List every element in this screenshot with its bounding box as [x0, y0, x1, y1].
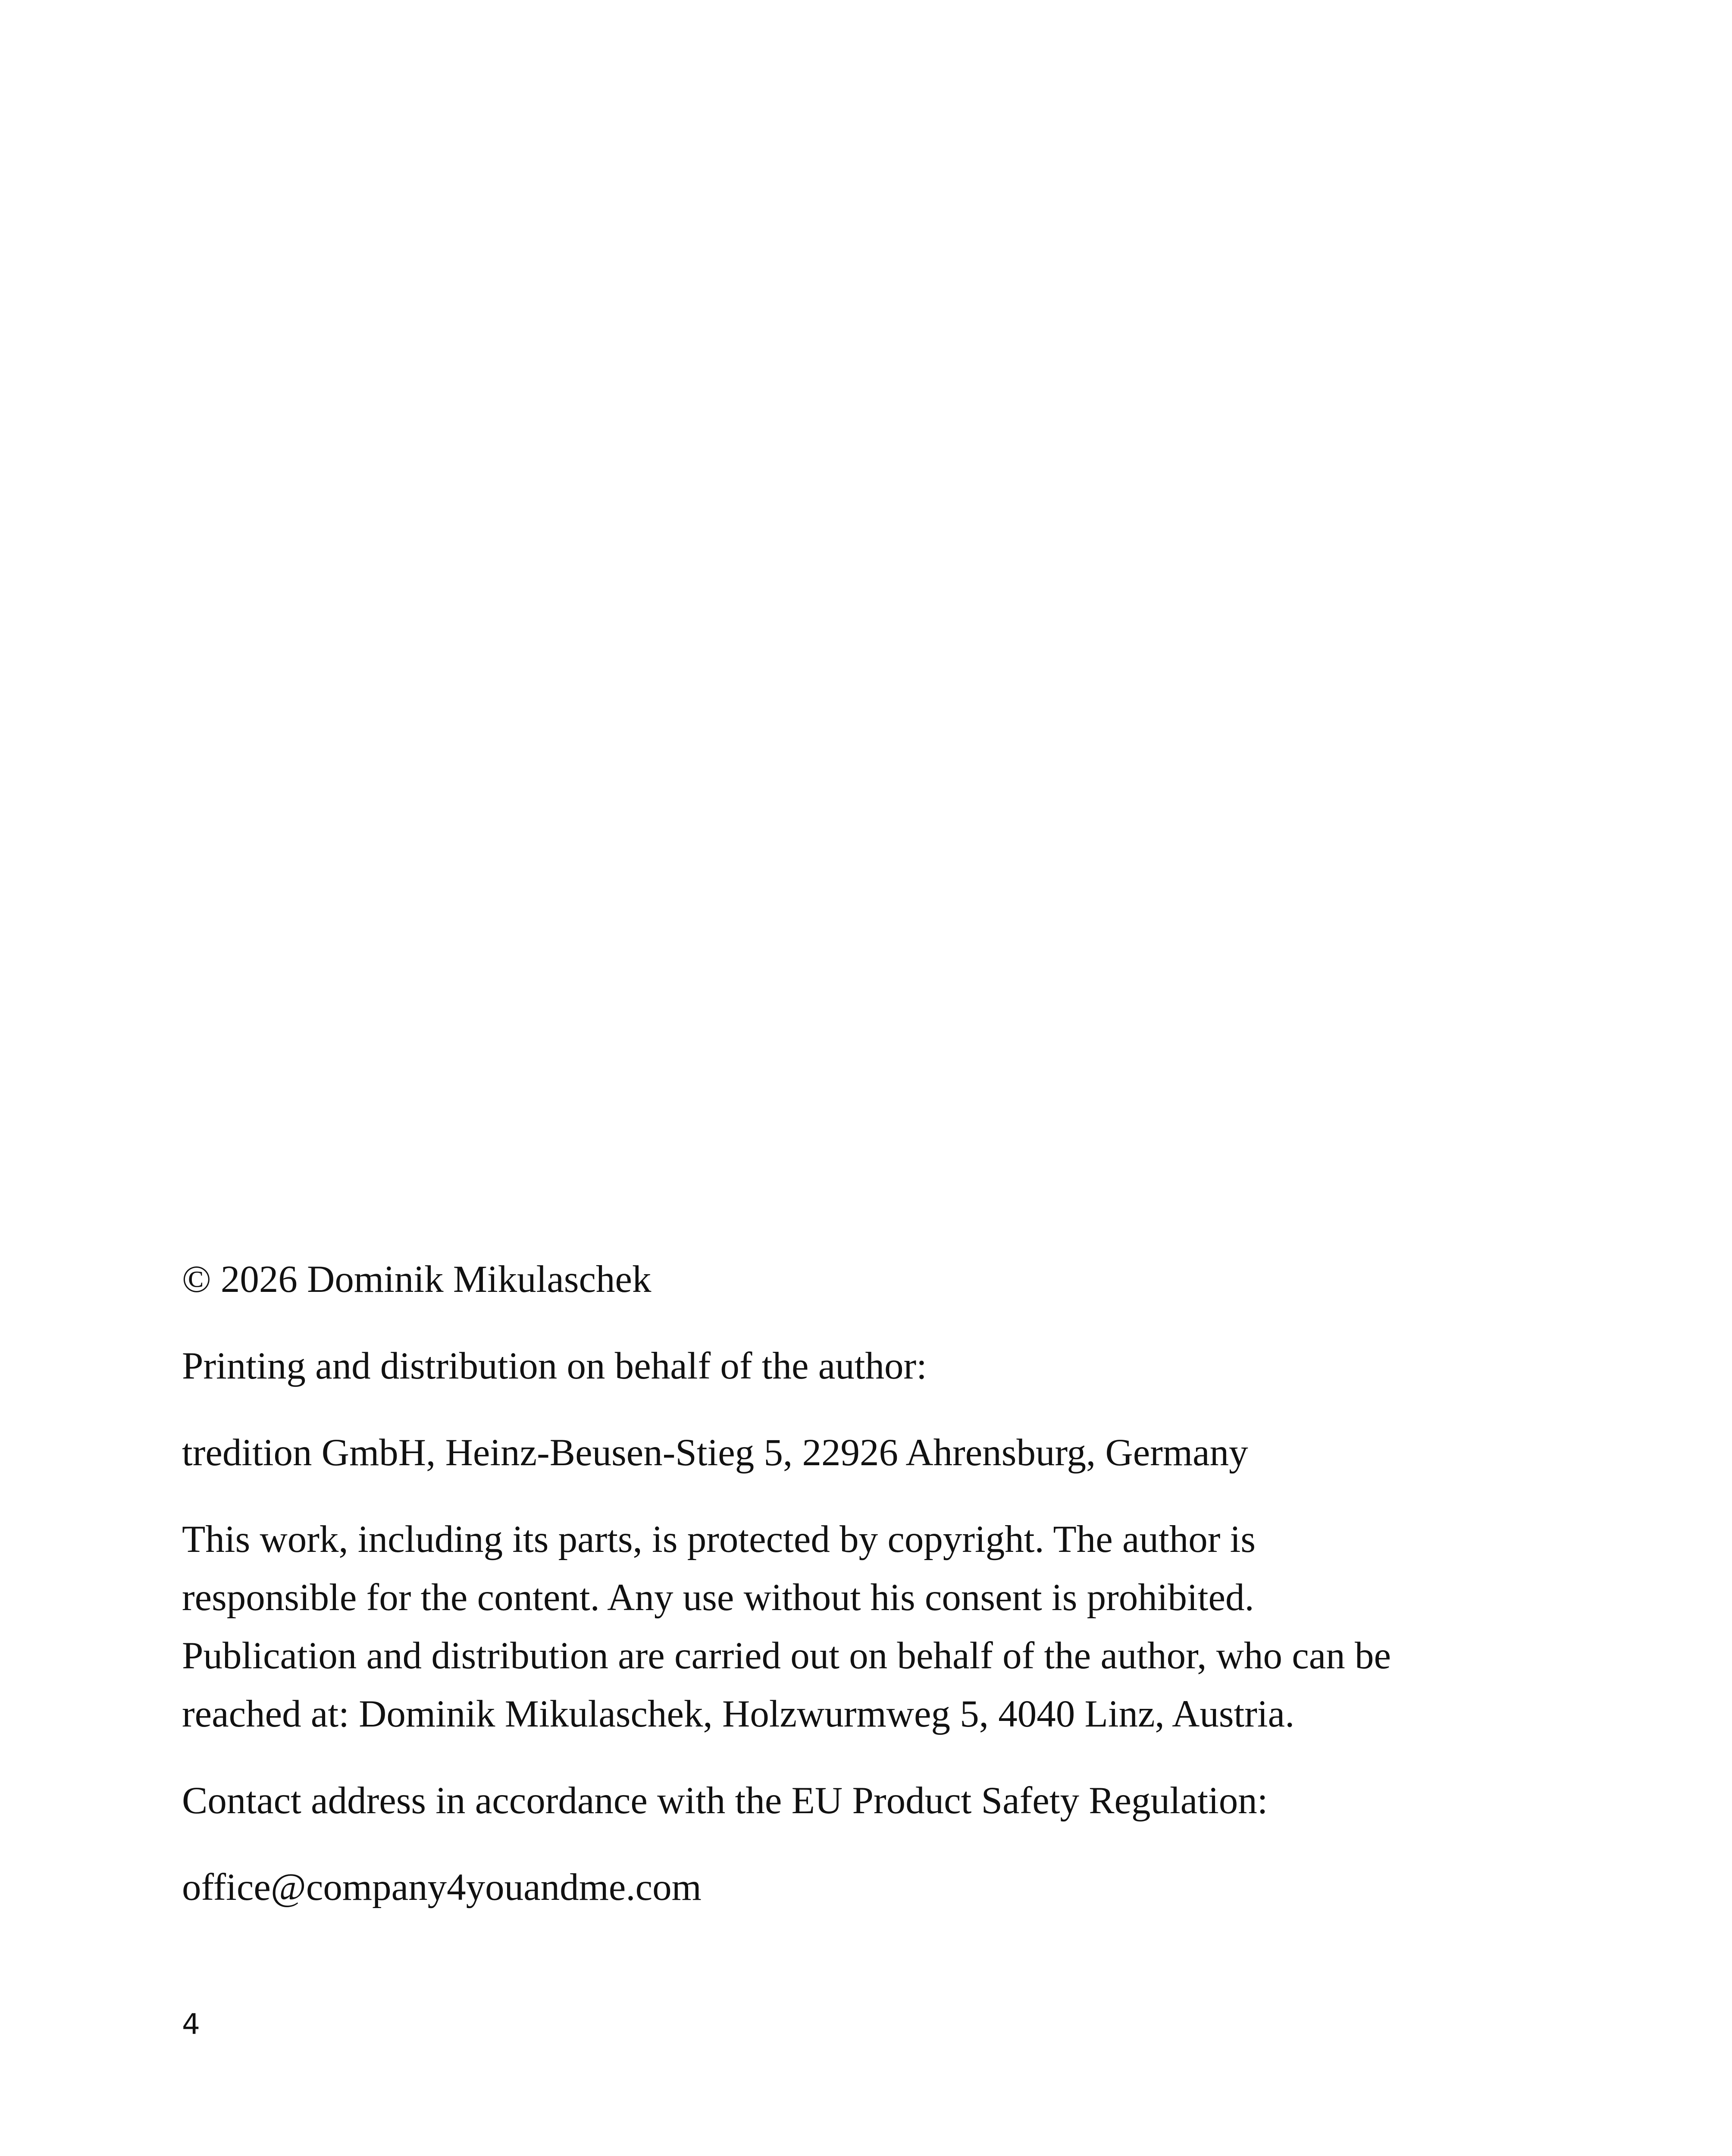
copyright-notice-line: Publication and distribution are carried out on behalf of the author, who can be: [182, 1635, 1391, 1677]
contact-heading: Contact address in accordance with the EU Product Safety Regulation:: [182, 1780, 1268, 1822]
copyright-notice-line: responsible for the content. Any use without his consent is prohibited.: [182, 1576, 1254, 1619]
copyright-notice-line: This work, including its parts, is protected by copyright. The author is: [182, 1518, 1256, 1561]
imprint-section: [182, 1250, 1562, 1917]
printing-distribution-line: Printing and distribution on behalf of the author:: [182, 1345, 927, 1387]
copyright-line: © 2026 Dominik Mikulaschek: [182, 1258, 651, 1300]
contact-email: office@company4youandme.com: [182, 1866, 702, 1908]
copyright-notice: [182, 1510, 1562, 1743]
copyright-notice-line: reached at: Dominik Mikulaschek, Holzwurmweg 5, 4040 Linz, Austria.: [182, 1693, 1295, 1735]
publisher-address: tredition GmbH, Heinz-Beusen-Stieg 5, 22926 Ahrensburg, Germany: [182, 1432, 1248, 1474]
page-number: 4: [182, 2008, 200, 2041]
